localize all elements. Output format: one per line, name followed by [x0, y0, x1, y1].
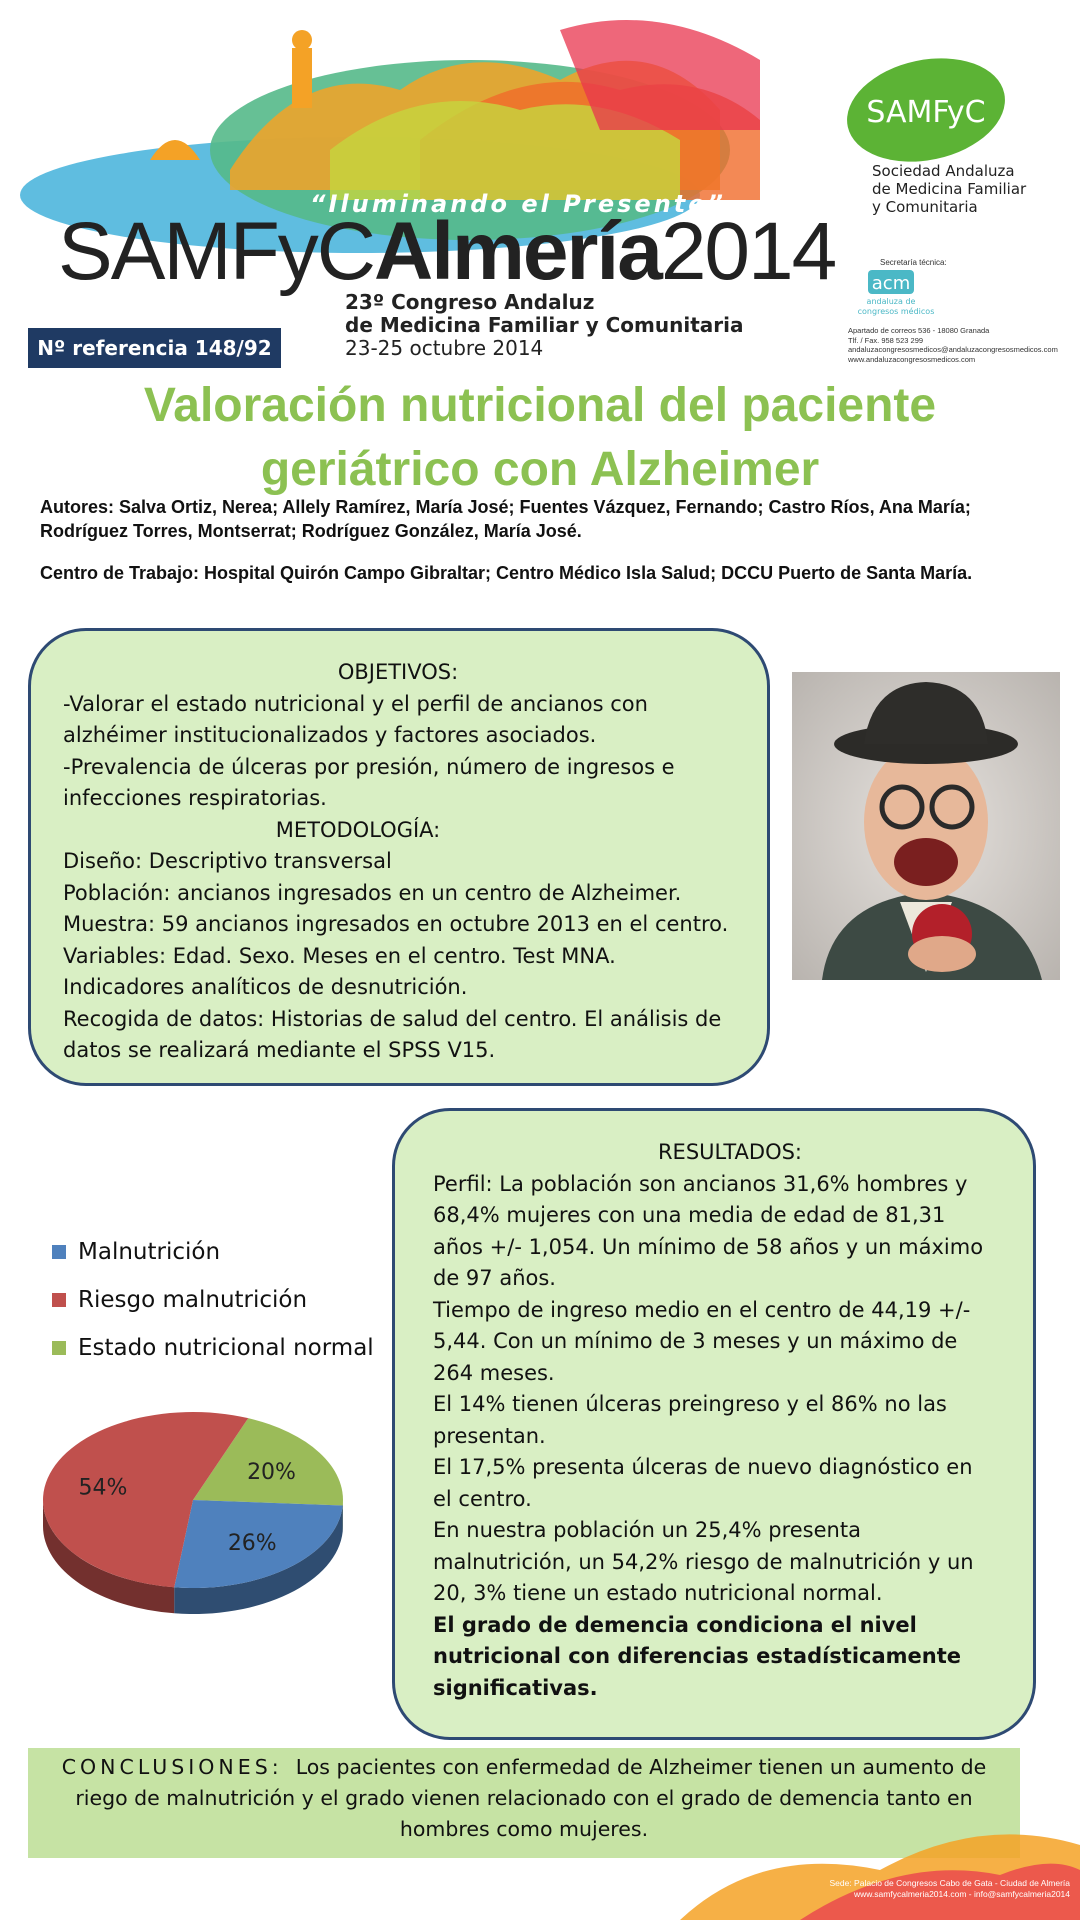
footer-decoration — [680, 1815, 1080, 1920]
samfyc-logo — [842, 52, 1010, 162]
congress-tagline: “Iluminando el Presente” — [310, 190, 727, 218]
congress-year: 2014 — [660, 206, 836, 297]
samfyc-name-line3: y Comunitaria — [872, 198, 978, 216]
legend-swatch — [52, 1245, 66, 1259]
objetivos-content — [31, 631, 767, 1067]
resultados-perfil: Perfil: La población son ancianos 31,6% hombres y 68,4% mujeres con una media de edad de 81,31 años +/- 1,054. Un mínimo de 58 años y un máximo de 97 años. — [433, 1171, 984, 1290]
metodologia-muestra: Muestra: 59 ancianos ingresados en octubre 2013 en el centro. — [63, 912, 729, 936]
legend-item-malnutricion — [52, 1228, 374, 1276]
poster-title — [40, 374, 1040, 502]
secretaria-address: Apartado de correos 536 - 18080 Granada — [848, 326, 990, 335]
conclusiones-text: Los pacientes con enfermedad de Alzheimer tienen un aumento de riego de malnutrición y el grado vienen relacionado con el grado de demencia tanto en hombres como mujeres. — [75, 1755, 987, 1841]
metodologia-recogida: Recogida de datos: Historias de salud del centro. El análisis de datos se realizará mediante el SPSS V15. — [63, 1006, 722, 1062]
samfyc-name-line2: de Medicina Familiar — [872, 180, 1027, 198]
secretaria-label: Secretaría técnica: — [880, 258, 947, 267]
congress-dates: 23-25 octubre 2014 — [345, 336, 544, 360]
congress-name-samfyc: SAMFyC — [58, 206, 374, 297]
poster-title-line2: geriátrico con Alzheimer — [260, 443, 820, 496]
svg-text:SAMFyC: SAMFyC — [866, 95, 986, 130]
footer-text — [770, 1878, 1070, 1900]
congress-subtitle — [345, 291, 743, 360]
legend-swatch — [52, 1341, 66, 1355]
footer-venue: Sede: Palacio de Congresos Cabo de Gata - Ciudad de Almería — [829, 1878, 1070, 1888]
secretaria-web: www.andaluzacongresosmedicos.com — [848, 354, 976, 364]
metodologia-variables: Variables: Edad. Sexo. Meses en el centro. Test MNA. Indicadores analíticos de desnutrición. — [63, 943, 616, 999]
congress-subtitle-line2: de Medicina Familiar y Comunitaria — [345, 313, 744, 337]
congress-subtitle-line1: 23º Congreso Andaluz — [345, 290, 595, 314]
acm-logo — [857, 268, 946, 318]
resultados-ulceras-preingreso: El 14% tienen úlceras preingreso y el 86% no las presentan. — [433, 1392, 947, 1448]
objetivos-box — [28, 628, 770, 1086]
svg-text:congresos médicos: congresos médicos — [857, 307, 935, 316]
resultados-heading: RESULTADOS: — [657, 1140, 803, 1164]
metodologia-diseno: Diseño: Descriptivo transversal — [63, 849, 392, 873]
legend-label: Malnutrición — [78, 1239, 221, 1265]
legend-label: Estado nutricional normal — [78, 1335, 374, 1361]
metodologia-heading: METODOLOGÍA: — [275, 817, 441, 842]
pie-label-0: 26% — [227, 1531, 277, 1557]
legend-label: Riesgo malnutrición — [78, 1287, 308, 1313]
pie-label-1: 54% — [78, 1475, 128, 1501]
svg-text:acm: acm — [871, 273, 911, 294]
resultados-box — [392, 1108, 1036, 1740]
secretaria-contact — [848, 326, 1078, 364]
chart-legend — [52, 1228, 374, 1372]
authors: Autores: Salva Ortiz, Nerea; Allely Ramírez, María José; Fuentes Vázquez, Fernando; Castro Ríos, Ana María; Rodríguez Torres, Montserrat; Rodríguez González, María José. — [40, 497, 971, 541]
work-center: Centro de Trabajo: Hospital Quirón Campo Gibraltar; Centro Médico Isla Salud; DCCU Puerto de Santa María. — [40, 563, 973, 583]
congress-name-almeria: Almería — [374, 206, 661, 297]
legend-item-normal — [52, 1324, 374, 1372]
resultados-conclusion: El grado de demencia condiciona el nivel nutricional con diferencias estadísticamente significativas. — [433, 1612, 962, 1700]
nutrition-pie-chart — [28, 1400, 368, 1640]
resultados-malnutricion: En nuestra población un 25,4% presenta malnutrición, un 54,2% riesgo de malnutrición y un 20, 3% tiene un estado nutricional normal. — [433, 1518, 974, 1605]
elderly-man-photo — [792, 672, 1060, 980]
samfyc-society-name — [872, 162, 1026, 216]
pie-label-2: 20% — [247, 1459, 296, 1485]
samfyc-name-line1: Sociedad Andaluza — [872, 162, 1015, 180]
resultados-content — [395, 1111, 1033, 1704]
resultados-tiempo: Tiempo de ingreso medio en el centro de 44,19 +/- 5,44. Con un mínimo de 3 meses y un máximo de 264 meses. — [433, 1297, 971, 1385]
legend-swatch — [52, 1293, 66, 1307]
footer-web: www.samfycalmeria2014.com - info@samfycalmeria2014 — [853, 1889, 1070, 1899]
objetivos-heading: OBJETIVOS: — [337, 660, 459, 684]
conclusiones-heading: CONCLUSIONES: — [61, 1755, 283, 1779]
objetivos-item-2: -Prevalencia de úlceras por presión, número de ingresos e infecciones respiratorias. — [63, 754, 675, 810]
poster-title-line1: Valoración nutricional del paciente — [143, 379, 937, 432]
objetivos-item-1: -Valorar el estado nutricional y el perfil de ancianos con alzhéimer institucionalizados y factores asociados. — [63, 691, 648, 747]
secretaria-phone: Tlf. / Fax. 958 523 299 — [848, 335, 924, 345]
congress-name — [58, 205, 835, 299]
secretaria-email: andaluzacongresosmedicos@andaluzacongresosmedicos.com — [848, 345, 1058, 354]
legend-item-riesgo — [52, 1276, 374, 1324]
metodologia-poblacion: Población: ancianos ingresados en un centro de Alzheimer. — [63, 880, 682, 905]
resultados-ulceras-nuevas: El 17,5% presenta úlceras de nuevo diagnóstico en el centro. — [433, 1455, 973, 1511]
reference-badge: Nº referencia 148/92 — [28, 328, 281, 368]
svg-text:andaluza de: andaluza de — [866, 297, 916, 306]
